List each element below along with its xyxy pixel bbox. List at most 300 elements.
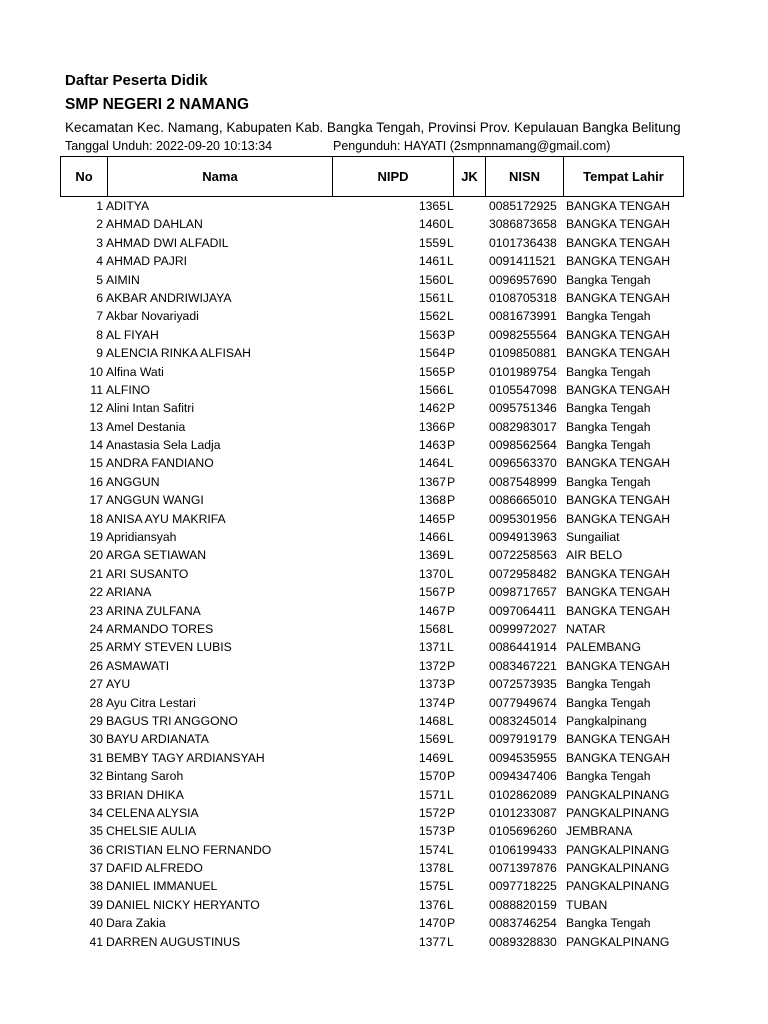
student-nipd: 1369	[418, 548, 446, 563]
student-gender: L	[447, 621, 454, 636]
table-row	[0, 620, 768, 638]
student-birthplace: Bangka Tengah	[566, 677, 651, 692]
student-nisn: 0072258563	[489, 548, 557, 563]
student-gender: L	[447, 254, 454, 269]
student-name: Ayu Citra Lestari	[106, 695, 196, 710]
student-nipd: 1561	[418, 290, 446, 305]
student-gender: P	[447, 401, 456, 416]
table-row	[0, 307, 768, 325]
student-name: Bintang Saroh	[106, 769, 184, 784]
student-nisn: 0095751346	[489, 401, 557, 416]
student-nisn: 0081673991	[489, 309, 557, 324]
student-birthplace: Bangka Tengah	[566, 272, 651, 287]
student-birthplace: Bangka Tengah	[566, 419, 651, 434]
student-nipd: 1565	[418, 364, 446, 379]
student-nipd: 1574	[418, 842, 446, 857]
student-name: ARMY STEVEN LUBIS	[106, 640, 232, 655]
student-birthplace: BANGKA TENGAH	[566, 566, 671, 581]
table-row	[0, 675, 768, 693]
row-number: 4	[96, 254, 103, 269]
table-row	[0, 694, 768, 712]
student-birthplace: Pangkalpinang	[566, 713, 647, 728]
student-birthplace: Sungailiat	[566, 530, 620, 545]
student-name: DANIEL IMMANUEL	[106, 879, 218, 894]
student-name: ARIANA	[106, 585, 152, 600]
student-nisn: 0102862089	[489, 787, 557, 802]
student-gender: P	[447, 438, 456, 453]
student-nipd: 1468	[418, 713, 446, 728]
student-birthplace: AIR BELO	[566, 548, 623, 563]
column-header-nisn: NISN	[486, 157, 564, 197]
student-name: CELENA ALYSIA	[106, 805, 199, 820]
student-nisn: 0094535955	[489, 750, 557, 765]
row-number: 35	[89, 824, 103, 839]
student-nisn: 0097919179	[489, 732, 557, 747]
column-header-tempat-lahir: Tempat Lahir	[564, 157, 684, 197]
student-nisn: 0106199433	[489, 842, 557, 857]
student-nisn: 0083746254	[489, 916, 557, 931]
column-header-no: No	[61, 157, 108, 197]
student-nisn: 0083467221	[489, 658, 557, 673]
student-birthplace: BANGKA TENGAH	[566, 511, 671, 526]
row-number: 11	[90, 382, 103, 397]
student-name: ANGGUN	[106, 474, 160, 489]
student-nisn: 0108705318	[489, 290, 557, 305]
row-number: 5	[96, 272, 103, 287]
student-gender: L	[447, 382, 454, 397]
student-birthplace: BANGKA TENGAH	[566, 327, 671, 342]
student-gender: L	[447, 879, 454, 894]
student-nisn: 0101736438	[489, 235, 557, 250]
row-number: 24	[89, 621, 103, 636]
table-row	[0, 841, 768, 859]
row-number: 34	[89, 805, 103, 820]
student-gender: P	[447, 364, 456, 379]
student-birthplace: BANGKA TENGAH	[566, 658, 671, 673]
student-name: ARMANDO TORES	[106, 621, 214, 636]
student-nipd: 1463	[418, 438, 446, 453]
table-row	[0, 252, 768, 270]
student-gender: P	[447, 474, 456, 489]
table-row	[0, 197, 768, 215]
student-gender: L	[447, 217, 454, 232]
student-gender: P	[447, 585, 456, 600]
student-nipd: 1376	[418, 897, 446, 912]
student-nisn: 0097718225	[489, 879, 557, 894]
student-name: DANIEL NICKY HERYANTO	[106, 897, 260, 912]
student-birthplace: PANGKALPINANG	[566, 787, 670, 802]
student-nisn: 0096563370	[489, 456, 557, 471]
student-name: Alini Intan Safitri	[106, 401, 195, 416]
student-birthplace: BANGKA TENGAH	[566, 456, 671, 471]
table-row	[0, 546, 768, 564]
table-row	[0, 767, 768, 785]
student-gender: L	[447, 566, 454, 581]
table-row	[0, 602, 768, 620]
student-name: BRIAN DHIKA	[106, 787, 184, 802]
table-row	[0, 381, 768, 399]
location-line: Kecamatan Kec. Namang, Kabupaten Kab. Bangka Tengah, Provinsi Prov. Kepulauan Bangka Belitung	[65, 120, 681, 135]
row-number: 7	[96, 309, 103, 324]
student-name: AHMAD PAJRI	[106, 254, 188, 269]
student-birthplace: PANGKALPINANG	[566, 842, 670, 857]
student-gender: L	[447, 530, 454, 545]
row-number: 25	[89, 640, 103, 655]
downloader: Pengunduh: HAYATI (2smpnnamang@gmail.com)	[333, 139, 611, 153]
student-nipd: 1573	[418, 824, 446, 839]
student-name: Apridiansyah	[106, 530, 177, 545]
table-row	[0, 565, 768, 583]
student-gender: P	[447, 658, 456, 673]
student-nipd: 1465	[418, 511, 446, 526]
student-birthplace: BANGKA TENGAH	[566, 603, 671, 618]
table-row	[0, 712, 768, 730]
student-birthplace: NATAR	[566, 621, 606, 636]
student-name: Akbar Novariyadi	[106, 309, 199, 324]
table-row	[0, 215, 768, 233]
student-nisn: 0088820159	[489, 897, 557, 912]
student-nipd: 1564	[418, 346, 446, 361]
student-birthplace: BANGKA TENGAH	[566, 290, 671, 305]
student-nipd: 1572	[418, 805, 446, 820]
student-nisn: 0089328830	[489, 934, 557, 949]
student-name: ANDRA FANDIANO	[106, 456, 214, 471]
student-nipd: 1470	[418, 916, 446, 931]
student-birthplace: Bangka Tengah	[566, 309, 651, 324]
student-name: AKBAR ANDRIWIJAYA	[106, 290, 232, 305]
row-number: 3	[96, 235, 103, 250]
student-birthplace: BANGKA TENGAH	[566, 585, 671, 600]
student-list	[0, 197, 768, 951]
student-nisn: 0085172925	[489, 199, 557, 213]
row-number: 31	[89, 750, 103, 765]
student-birthplace: JEMBRANA	[566, 824, 633, 839]
download-date: Tanggal Unduh: 2022-09-20 10:13:34	[65, 139, 273, 153]
student-birthplace: Bangka Tengah	[566, 474, 651, 489]
student-name: BAYU ARDIANATA	[106, 732, 209, 747]
table-header	[60, 156, 684, 197]
row-number: 32	[89, 769, 103, 784]
student-nipd: 1365	[418, 199, 446, 213]
student-name: BAGUS TRI ANGGONO	[106, 713, 238, 728]
student-name: Alfina Wati	[106, 364, 164, 379]
row-number: 20	[89, 548, 103, 563]
student-gender: L	[447, 787, 454, 802]
row-number: 9	[96, 346, 103, 361]
student-gender: L	[447, 861, 454, 876]
row-number: 12	[89, 401, 103, 416]
student-nipd: 1567	[418, 585, 446, 600]
student-nipd: 1560	[418, 272, 446, 287]
student-nisn: 0097064411	[489, 603, 556, 618]
student-birthplace: PANGKALPINANG	[566, 805, 670, 820]
table-row	[0, 583, 768, 601]
student-nipd: 1467	[418, 603, 446, 618]
student-nisn: 0072958482	[489, 566, 557, 581]
student-name: CRISTIAN ELNO FERNANDO	[106, 842, 272, 857]
table-row	[0, 528, 768, 546]
student-gender: L	[447, 199, 454, 213]
student-gender: L	[447, 290, 454, 305]
student-nipd: 1460	[418, 217, 446, 232]
student-name: ARINA ZULFANA	[106, 603, 201, 618]
student-name: BEMBY TAGY ARDIANSYAH	[106, 750, 265, 765]
row-number: 41	[89, 934, 103, 949]
row-number: 23	[89, 603, 103, 618]
student-nipd: 1464	[418, 456, 446, 471]
student-nipd: 1373	[418, 677, 446, 692]
student-birthplace: BANGKA TENGAH	[566, 346, 671, 361]
student-birthplace: BANGKA TENGAH	[566, 235, 671, 250]
row-number: 16	[89, 474, 103, 489]
student-nisn: 0098562564	[489, 438, 557, 453]
student-nipd: 1562	[418, 309, 446, 324]
table-row	[0, 657, 768, 675]
table-row	[0, 454, 768, 472]
student-name: ALFINO	[106, 382, 151, 397]
row-number: 14	[89, 438, 103, 453]
student-nisn: 0086665010	[489, 493, 557, 508]
table-row	[0, 822, 768, 840]
row-number: 21	[89, 566, 103, 581]
student-nisn: 0096957690	[489, 272, 557, 287]
student-nisn: 0071397876	[489, 861, 557, 876]
student-nisn: 0099972027	[489, 621, 557, 636]
student-nipd: 1366	[418, 419, 446, 434]
table-row	[0, 896, 768, 914]
table-row	[0, 399, 768, 417]
student-gender: P	[447, 916, 456, 931]
student-nisn: 0072573935	[489, 677, 557, 692]
student-birthplace: Bangka Tengah	[566, 401, 651, 416]
student-name: ADITYA	[106, 199, 150, 213]
student-nipd: 1563	[418, 327, 446, 342]
row-number: 36	[89, 842, 103, 857]
table-row	[0, 730, 768, 748]
row-number: 26	[89, 658, 103, 673]
table-row	[0, 914, 768, 932]
student-name: DARREN AUGUSTINUS	[106, 934, 241, 949]
row-number: 15	[89, 456, 103, 471]
student-birthplace: BANGKA TENGAH	[566, 254, 671, 269]
student-birthplace: Bangka Tengah	[566, 916, 651, 931]
row-number: 2	[96, 217, 103, 232]
student-gender: L	[447, 309, 454, 324]
student-name: Amel Destania	[106, 419, 186, 434]
student-gender: L	[447, 713, 454, 728]
student-name: AL FIYAH	[106, 327, 159, 342]
row-number: 30	[89, 732, 103, 747]
table-row	[0, 326, 768, 344]
student-gender: P	[447, 493, 456, 508]
student-nipd: 1571	[418, 787, 446, 802]
student-nisn: 0101233087	[489, 805, 557, 820]
student-nisn: 0094913963	[489, 530, 557, 545]
row-number: 6	[96, 290, 103, 305]
row-number: 22	[89, 585, 103, 600]
student-nipd: 1374	[418, 695, 446, 710]
student-name: Anastasia Sela Ladja	[106, 438, 221, 453]
student-nisn: 0091411521	[489, 254, 556, 269]
student-birthplace: BANGKA TENGAH	[566, 750, 671, 765]
student-name: ARGA SETIAWAN	[106, 548, 206, 563]
student-nisn: 0109850881	[489, 346, 557, 361]
student-nipd: 1559	[418, 235, 446, 250]
student-birthplace: BANGKA TENGAH	[566, 382, 671, 397]
table-row	[0, 271, 768, 289]
student-nisn: 0082983017	[489, 419, 557, 434]
row-number: 37	[89, 861, 103, 876]
student-gender: P	[447, 327, 456, 342]
student-birthplace: Bangka Tengah	[566, 769, 651, 784]
row-number: 17	[89, 493, 103, 508]
table-row	[0, 418, 768, 436]
student-nipd: 1371	[418, 640, 446, 655]
student-nipd: 1466	[418, 530, 446, 545]
student-nisn: 3086873658	[489, 217, 557, 232]
column-header-jk: JK	[454, 157, 486, 197]
student-nipd: 1469	[418, 750, 446, 765]
table-row	[0, 933, 768, 951]
student-nisn: 0087548999	[489, 474, 557, 489]
student-gender: P	[447, 824, 456, 839]
student-birthplace: PANGKALPINANG	[566, 934, 670, 949]
student-nipd: 1370	[418, 566, 446, 581]
student-nipd: 1568	[418, 621, 446, 636]
table-row	[0, 234, 768, 252]
student-gender: P	[447, 695, 456, 710]
student-name: ASMAWATI	[106, 658, 170, 673]
table-row	[0, 638, 768, 656]
row-number: 39	[89, 897, 103, 912]
row-number: 19	[89, 530, 103, 545]
table-row	[0, 344, 768, 362]
student-birthplace: Bangka Tengah	[566, 695, 651, 710]
row-number: 40	[89, 916, 103, 931]
student-nisn: 0094347406	[489, 769, 557, 784]
student-birthplace: Bangka Tengah	[566, 438, 651, 453]
student-name: AHMAD DWI ALFADIL	[106, 235, 229, 250]
student-gender: L	[447, 842, 454, 857]
student-name: ALENCIA RINKA ALFISAH	[106, 346, 251, 361]
student-nipd: 1575	[418, 879, 446, 894]
row-number: 27	[89, 677, 103, 692]
student-gender: P	[447, 419, 456, 434]
school-name: SMP NEGERI 2 NAMANG	[65, 96, 250, 113]
student-gender: P	[447, 769, 456, 784]
student-nipd: 1377	[418, 934, 446, 949]
column-header-nipd: NIPD	[333, 157, 454, 197]
student-nipd: 1462	[418, 401, 446, 416]
student-name: AHMAD DAHLAN	[106, 217, 203, 232]
student-nisn: 0095301956	[489, 511, 557, 526]
table-row	[0, 473, 768, 491]
table-row	[0, 786, 768, 804]
student-birthplace: Bangka Tengah	[566, 364, 651, 379]
student-nisn: 0101989754	[489, 364, 557, 379]
student-nisn: 0105547098	[489, 382, 557, 397]
row-number: 38	[89, 879, 103, 894]
table-row	[0, 749, 768, 767]
student-gender: L	[447, 456, 454, 471]
student-gender: P	[447, 346, 456, 361]
student-gender: L	[447, 897, 454, 912]
student-birthplace: BANGKA TENGAH	[566, 217, 671, 232]
student-nipd: 1461	[418, 254, 446, 269]
student-gender: L	[447, 272, 454, 287]
table-row	[0, 859, 768, 877]
student-gender: L	[447, 934, 454, 949]
student-nipd: 1372	[418, 658, 446, 673]
student-name: ANISA AYU MAKRIFA	[106, 511, 226, 526]
document-title: Daftar Peserta Didik	[65, 72, 208, 89]
student-birthplace: PALEMBANG	[566, 640, 641, 655]
row-number: 29	[89, 713, 103, 728]
table-row	[0, 491, 768, 509]
student-gender: L	[447, 548, 454, 563]
student-gender: L	[447, 750, 454, 765]
student-nipd: 1570	[418, 769, 446, 784]
student-nisn: 0098717657	[489, 585, 557, 600]
student-nisn: 0105696260	[489, 824, 557, 839]
student-gender: L	[447, 640, 454, 655]
row-number: 18	[89, 511, 103, 526]
student-birthplace: BANGKA TENGAH	[566, 199, 671, 213]
student-birthplace: PANGKALPINANG	[566, 861, 670, 876]
student-gender: L	[447, 235, 454, 250]
table-row	[0, 510, 768, 528]
student-name: ARI SUSANTO	[106, 566, 189, 581]
student-nisn: 0086441914	[489, 640, 557, 655]
row-number: 8	[96, 327, 103, 342]
row-number: 1	[96, 199, 103, 213]
table-row	[0, 289, 768, 307]
row-number: 28	[89, 695, 103, 710]
student-name: ANGGUN WANGI	[106, 493, 204, 508]
student-birthplace: PANGKALPINANG	[566, 879, 670, 894]
student-birthplace: TUBAN	[566, 897, 608, 912]
student-name: Dara Zakia	[106, 916, 166, 931]
student-nisn: 0098255564	[489, 327, 557, 342]
student-gender: P	[447, 603, 456, 618]
row-number: 10	[89, 364, 103, 379]
column-header-nama: Nama	[108, 157, 333, 197]
student-nisn: 0083245014	[489, 713, 557, 728]
student-birthplace: BANGKA TENGAH	[566, 732, 671, 747]
student-nisn: 0077949674	[489, 695, 557, 710]
table-row	[0, 804, 768, 822]
table-row	[0, 436, 768, 454]
student-gender: P	[447, 805, 456, 820]
table-row	[0, 877, 768, 895]
student-gender: P	[447, 677, 456, 692]
student-nipd: 1569	[418, 732, 446, 747]
row-number: 33	[89, 787, 103, 802]
row-number: 13	[89, 419, 103, 434]
student-birthplace: BANGKA TENGAH	[566, 493, 671, 508]
table-row	[0, 363, 768, 381]
student-name: AIMIN	[106, 272, 140, 287]
student-nipd: 1367	[418, 474, 446, 489]
student-nipd: 1566	[418, 382, 446, 397]
student-gender: P	[447, 511, 456, 526]
student-name: CHELSIE AULIA	[106, 824, 197, 839]
student-name: AYU	[106, 677, 131, 692]
student-name: DAFID ALFREDO	[106, 861, 203, 876]
student-gender: L	[447, 732, 454, 747]
student-nipd: 1378	[418, 861, 446, 876]
student-nipd: 1368	[418, 493, 446, 508]
